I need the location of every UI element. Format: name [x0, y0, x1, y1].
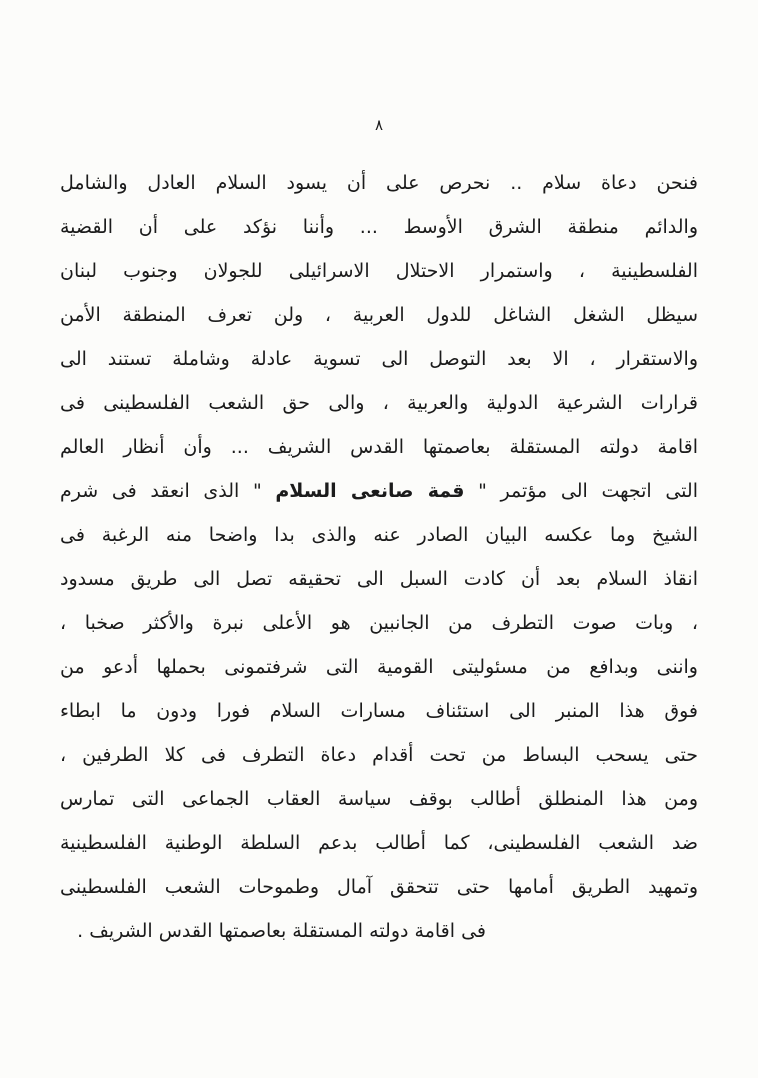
text-line: قرارات الشرعية الدولية والعربية ، والى حق الشعب الفلسطينى فى	[60, 392, 698, 414]
page-number: ٨	[374, 116, 384, 134]
text-line: فنحن دعاة سلام .. نحرص على أن يسود السلام العادل والشامل	[60, 172, 698, 194]
text-line: الفلسطينية ، واستمرار الاحتلال الاسرائيلى للجولان وجنوب لبنان	[60, 260, 698, 282]
text-line-with-bold	[60, 469, 698, 513]
bold-phrase-summit-of-peacemakers: قمة صانعى السلام	[275, 480, 465, 502]
text-line: والدائم منطقة الشرق الأوسط ... وأننا نؤكد على أن القضية	[60, 216, 698, 238]
text-line-last: فى اقامة دولته المستقلة بعاصمتها القدس الشريف .	[77, 920, 486, 942]
text-line: ، وبات صوت التطرف من الجانبين هو الأعلى نبرة والأكثر صخبا ،	[60, 612, 698, 634]
text-line: وتمهيد الطريق أمامها حتى تتحقق آمال وطموحات الشعب الفلسطينى	[60, 876, 698, 898]
text-line: ومن هذا المنطلق أطالب بوقف سياسة العقاب الجماعى التى تمارس	[60, 788, 698, 810]
body-text	[60, 161, 698, 953]
text-line: واننى وبدافع من مسئوليتى القومية التى شرفتمونى بحملها أدعو من	[60, 656, 698, 678]
text-line: والاستقرار ، الا بعد التوصل الى تسوية عادلة وشاملة تستند الى	[60, 348, 698, 370]
text-line: سيظل الشغل الشاغل للدول العربية ، ولن تعرف المنطقة الأمن	[60, 304, 698, 326]
text-line: حتى يسحب البساط من تحت أقدام دعاة التطرف فى كلا الطرفين ،	[60, 744, 698, 766]
text-line: انقاذ السلام بعد أن كادت السبل الى تحقيقه تصل الى طريق مسدود	[60, 568, 698, 590]
text-segment: " الذى انعقد فى شرم	[60, 480, 276, 502]
text-segment: التى اتجهت الى مؤتمر "	[464, 480, 698, 502]
text-line: ضد الشعب الفلسطينى، كما أطالب بدعم السلطة الوطنية الفلسطينية	[60, 832, 698, 854]
text-line: اقامة دولته المستقلة بعاصمتها القدس الشريف ... وأن أنظار العالم	[60, 436, 698, 458]
text-line: فوق هذا المنبر الى استئناف مسارات السلام فورا ودون ما ابطاء	[60, 700, 698, 722]
text-line: الشيخ وما عكسه البيان الصادر عنه والذى بدا واضحا منه الرغبة فى	[60, 524, 698, 546]
